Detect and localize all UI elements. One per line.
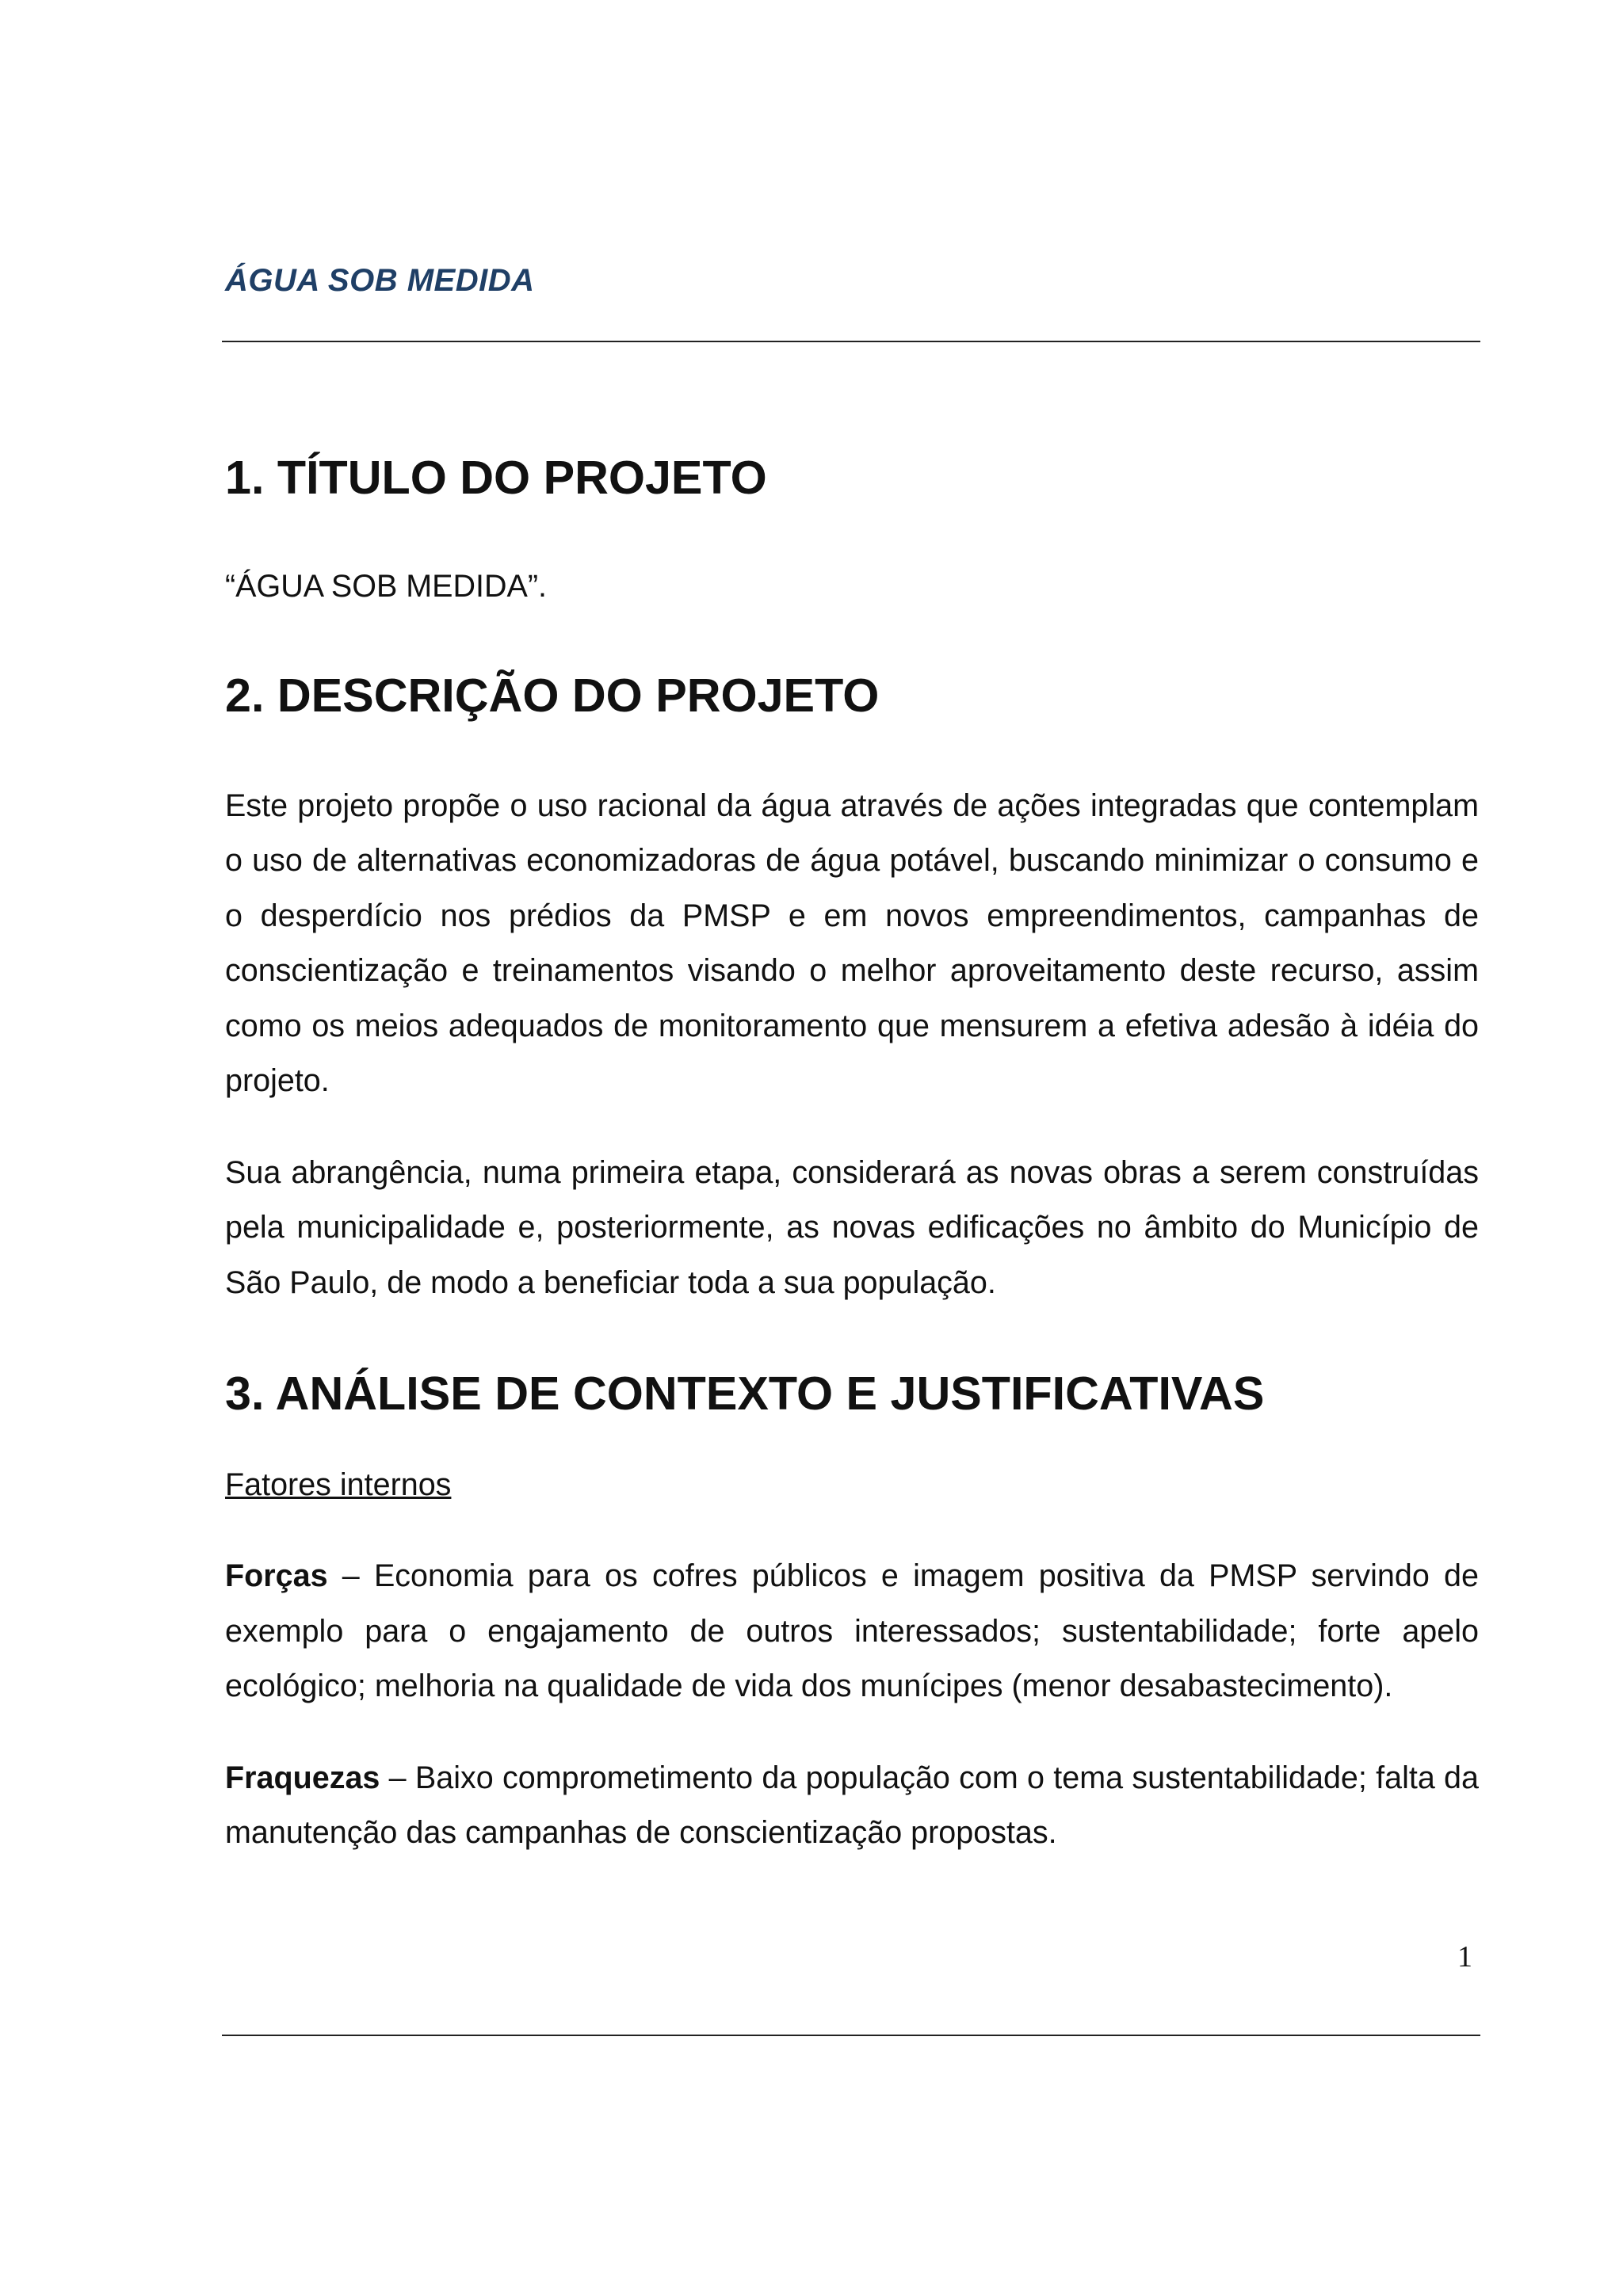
section-2-heading: 2. DESCRIÇÃO DO PROJETO [225,669,880,722]
internal-factors-subheading: Fatores internos [225,1466,452,1502]
footer-divider [222,2035,1480,2036]
project-title-text: “ÁGUA SOB MEDIDA”. [225,568,548,604]
description-paragraph-2: Sua abrangência, numa primeira etapa, considerará as novas obras a serem construídas pela municipalidade e, posteriormente, as novas edificações no âmbito do Município de São Paulo, de modo a beneficiar toda a sua população. [225,1154,1479,1300]
section-3-heading: 3. ANÁLISE DE CONTEXTO E JUSTIFICATIVAS [225,1367,1265,1420]
weaknesses-text: – Baixo comprometimento da população com o tema sustentabilidade; falta da manutenção das campanhas de conscientização propostas. [225,1760,1479,1850]
page-number: 1 [1457,1940,1472,1974]
strengths-term: Forças [225,1558,328,1593]
strengths-paragraph [225,1549,1479,1714]
document-body [225,450,1479,1861]
document-header-title: ÁGUA SOB MEDIDA [225,263,535,298]
header-divider [222,341,1480,342]
description-paragraph-1: Este projeto propõe o uso racional da água através de ações integradas que contemplam o uso de alternativas economizadoras de água potável, buscando minimizar o consumo e o desperdício nos prédios da PMSP e em novos empreendimentos, campanhas de conscientização e treinamentos visando o melhor aproveitamento deste recurso, assim como os meios adequados de monitoramento que mensurem a efetiva adesão à idéia do projeto. [225,788,1479,1098]
weaknesses-paragraph [225,1751,1479,1861]
section-1-heading: 1. TÍTULO DO PROJETO [225,451,767,504]
strengths-text: – Economia para os cofres públicos e imagem positiva da PMSP servindo de exemplo para o engajamento de outros interessados; sustentabilidade; forte apelo ecológico; melhoria na qualidade de vida dos munícipes (menor desabastecimento). [225,1558,1479,1703]
weaknesses-term: Fraquezas [225,1760,380,1795]
